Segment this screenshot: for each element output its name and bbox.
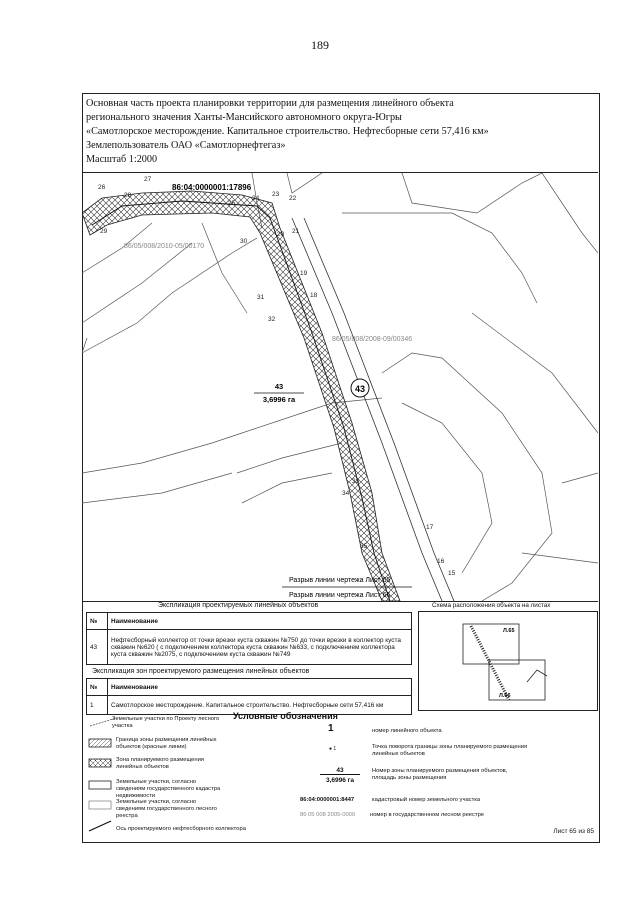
point-label: 27 [144, 176, 152, 183]
planned-zone-symbol [88, 758, 112, 768]
explication-objects-title: Экспликация проектируемых линейных объектов [158, 602, 319, 609]
point-label: 33 [352, 478, 360, 485]
point-label: 34 [342, 490, 350, 497]
legend-red-lines: Граница зоны размещения линейных объектов (красные линии) [116, 737, 217, 750]
legend-zone-number-symbol: 43 [320, 767, 360, 775]
point-label: 25 [228, 200, 236, 207]
legend-turn-point-symbol: ● 1 [329, 746, 337, 752]
sheet-66-label: Л.66 [499, 693, 511, 699]
header-scale: Масштаб 1:2000 [86, 154, 158, 165]
zone-number-label: 43 [274, 382, 284, 391]
legend-title: Условные обозначения [233, 711, 338, 721]
point-label: 31 [257, 294, 265, 301]
point-label: 16 [437, 558, 445, 565]
row-number: 1 [87, 696, 108, 715]
sheet-number: Лист 65 из 85 [553, 828, 594, 835]
row-name: Самотлорское месторождение. Капитальное строительство. Нефтесборные сети 57,416 км [108, 696, 412, 715]
explication-zones-title: Экспликация зон проектируемого размещения линейных объектов [92, 668, 310, 675]
sheet-65-label: Л.65 [503, 628, 515, 634]
explication-objects-table [86, 612, 412, 665]
map-svg [82, 173, 598, 601]
point-label: 28 [124, 192, 132, 199]
red-line-symbol [88, 738, 112, 748]
page-number: 189 [311, 38, 329, 52]
forest-registry-right: 86/05/008/2008-09/00346 [332, 336, 413, 343]
legend-turn-point: Точка поворота границы зоны планируемого размещения линейных объектов [372, 744, 528, 757]
legend-forest-registry-number: номер в государственном лесном реестре [370, 812, 485, 818]
collector-axis [92, 201, 390, 601]
point-label: 22 [289, 195, 297, 202]
planned-zone [82, 191, 400, 601]
break-line-label-66: Разрыв линии чертежа Лист 66 [289, 592, 391, 599]
scheme-title: Схема расположения объекта на листах [432, 602, 551, 609]
cadastre-parcel-symbol [88, 780, 112, 790]
scheme-box [418, 611, 598, 711]
legend-planned-zone: Зона планируемого размещения линейных объектов [116, 757, 204, 770]
point-label: 32 [268, 316, 276, 323]
turn-point-number: 1 [333, 746, 337, 752]
zone-area-label: 3,6996 га [262, 395, 296, 404]
explication-zones-table [86, 678, 412, 715]
col-no-header: № [87, 613, 108, 630]
row-name: Нефтесборный коллектор от точки врезки куста скважин №750 до точки врезки в коллектор куста скважин №620 ( с подключением коллектора куста скважин №633, с подключением коллектора куста скважин №2075, с подключением куста скважин №749 [108, 630, 412, 665]
sheet-header [86, 97, 594, 167]
legend-cadastral-number: кадастровый номер земельного участка [372, 797, 481, 803]
point-label: 20 [277, 231, 285, 238]
point-label: 15 [448, 570, 456, 577]
table-header-row [87, 679, 412, 696]
turn-point-labels [98, 176, 456, 577]
point-label: 35 [360, 543, 368, 550]
legend-object-number-symbol: 1 [328, 723, 334, 734]
scheme-svg [419, 612, 597, 710]
header-line-3: «Самотлорское месторождение. Капитальное строительство. Нефтесборные сети 57,416 км» [86, 126, 489, 137]
legend-forest-registry: Земельные участки, согласно сведениям государственного лесного реестра [116, 799, 217, 819]
point-label: 17 [426, 524, 434, 531]
col-no-header: № [87, 679, 108, 696]
point-label: 23 [272, 191, 280, 198]
col-name-header: Наименование [108, 613, 412, 630]
header-line-1: Основная часть проекта планировки территории для размещения линейного объекта [86, 98, 454, 109]
legend-cadastre-parcels: Земельные участки, согласно сведениям государственного кадастра недвижимости [116, 779, 221, 799]
collector-axis-symbol [88, 820, 112, 832]
legend-forest-registry-symbol: 86 05 008 2005-0000 [300, 812, 356, 818]
forest-registry-symbol [88, 800, 112, 810]
point-label: 30 [240, 238, 248, 245]
header-line-4: Землепользователь ОАО «Самотлорнефтегаз» [86, 140, 286, 151]
cadastral-number-label: 86:04:0000001:17896 [172, 183, 252, 192]
table-header-row [87, 613, 412, 630]
map-area [82, 172, 598, 602]
scheme-branch [527, 670, 547, 682]
legend-object-number: номер линейного объекта [372, 728, 442, 734]
point-label: 24 [252, 195, 260, 202]
point-label: 26 [98, 184, 106, 191]
point-label: 19 [300, 270, 308, 277]
col-name-header: Наименование [108, 679, 412, 696]
legend-cadastral-symbol: 86:04:0000001:8447 [300, 797, 355, 803]
table-row [87, 630, 412, 665]
scheme-object-line [471, 626, 509, 700]
legend-zone-number: Номер зоны планируемого размещения объектов, площадь зоны размещения [372, 768, 508, 781]
row-number: 43 [87, 630, 108, 665]
forest-registry-upper: 86/05/008/2010-05/00170 [124, 243, 205, 250]
header-line-2: регионального значения Ханты-Мансийского автономного округа-Югры [86, 112, 402, 123]
break-line-label-65: Разрыв линии чертежа Лист 65 [289, 577, 391, 584]
legend-zone-area-symbol: 3,6996 га [325, 777, 354, 784]
legend-collector-axis: Ось проектируемого нефтесборного коллектора [116, 826, 246, 832]
point-label: 29 [100, 228, 108, 235]
point-label: 21 [292, 228, 300, 235]
object-number-label: 43 [354, 384, 366, 394]
point-label: 18 [310, 292, 318, 299]
legend-forest-parcel: Земельные участки по Проекту лесного участка [112, 716, 220, 729]
